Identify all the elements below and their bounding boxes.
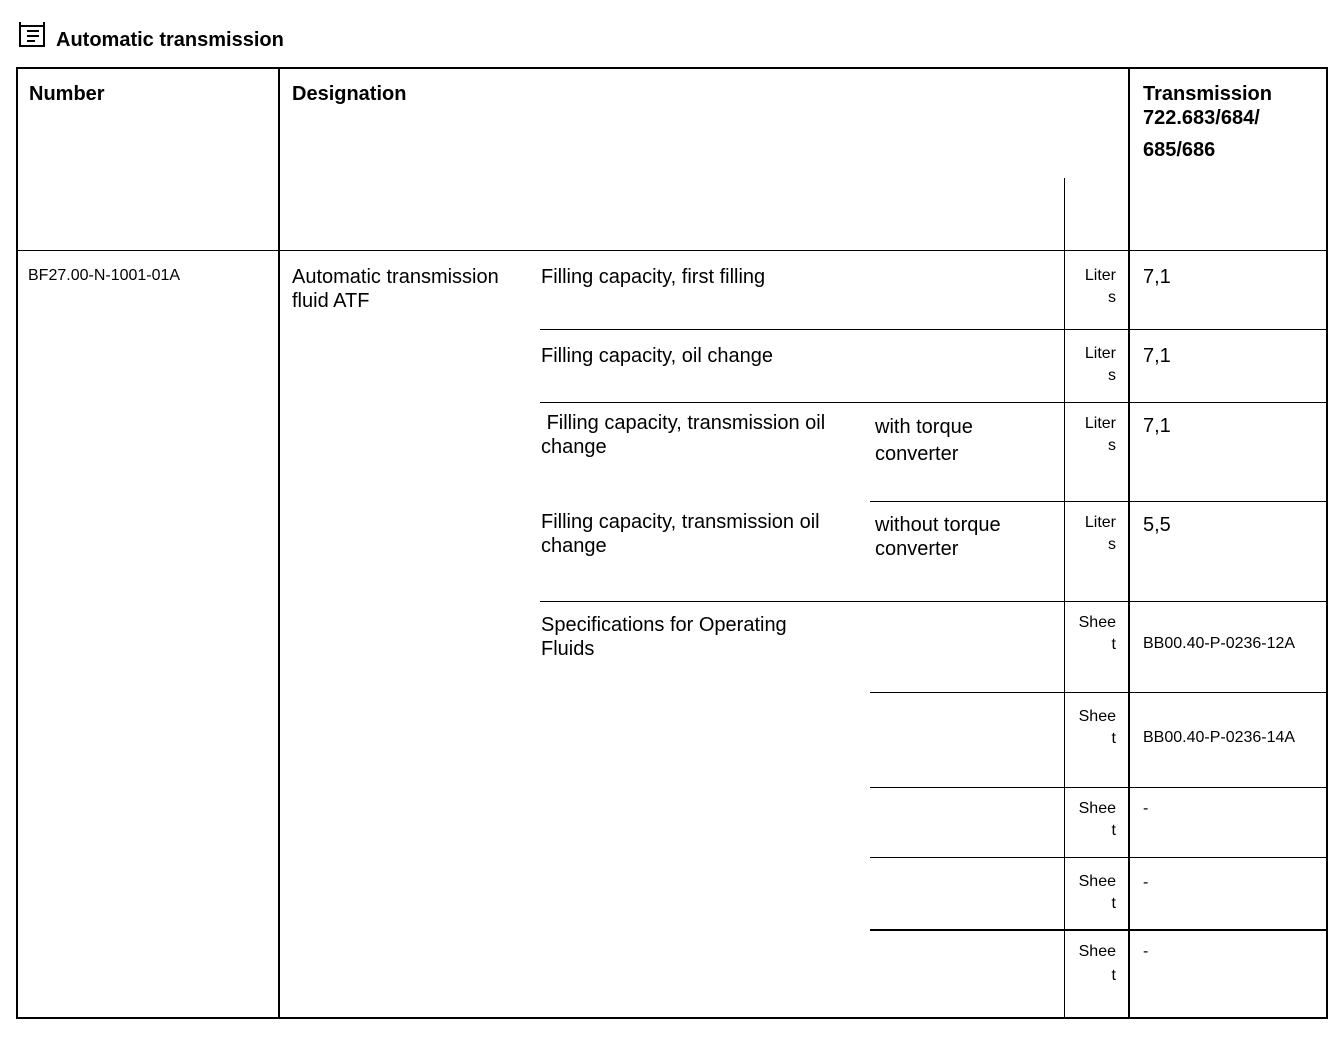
- page-title: Automatic transmission: [56, 29, 284, 51]
- row-designation: Automatic transmission fluid ATF: [292, 266, 499, 312]
- item-value-8: -: [1143, 943, 1149, 960]
- unit-line1: Liter: [1084, 415, 1116, 432]
- item-label-specifications: Specifications for Operating Fluids: [541, 614, 787, 660]
- item-value-4: BB00.40-P-0236-12A: [1143, 635, 1296, 652]
- table-border-left: [16, 67, 18, 1019]
- unit-line2: s: [1108, 536, 1116, 553]
- item-value-5: BB00.40-P-0236-14A: [1143, 729, 1296, 746]
- item-label-oil-change: Filling capacity, oil change: [541, 345, 773, 367]
- item-unit-5: [1078, 706, 1116, 750]
- header-transmission-line1: Transmission: [1143, 83, 1272, 105]
- item-unit-2: [1078, 413, 1116, 457]
- row-rule-1: [540, 329, 1328, 330]
- header-transmission-line3: 685/686: [1143, 139, 1216, 161]
- unit-line2: s: [1108, 437, 1116, 454]
- unit-line1: Shee: [1078, 873, 1116, 890]
- row-rule-2: [540, 402, 1328, 403]
- unit-line2: t: [1111, 967, 1116, 984]
- col-divider-1: [278, 67, 280, 1019]
- item-unit-8: [1078, 941, 1116, 987]
- unit-line2: s: [1108, 367, 1116, 384]
- item-sub-without-torque-converter: without torque converter: [875, 514, 1001, 560]
- unit-line1: Liter: [1084, 267, 1116, 284]
- item-value-2: 7,1: [1143, 415, 1171, 437]
- item-sub-with-torque-converter: with torque converter: [875, 416, 973, 465]
- unit-line1: Shee: [1078, 800, 1116, 817]
- item-unit-3: [1078, 512, 1116, 556]
- table-border-top: [16, 67, 1328, 69]
- col-divider-unit: [1064, 178, 1065, 1018]
- unit-line1: Liter: [1084, 345, 1116, 362]
- item-unit-1: [1078, 343, 1116, 387]
- item-unit-6: [1078, 798, 1116, 842]
- item-label-first-filling: Filling capacity, first filling: [541, 266, 766, 288]
- unit-line1: Shee: [1078, 708, 1116, 725]
- row-rule-3: [870, 501, 1328, 502]
- document-icon: [18, 20, 48, 48]
- unit-line2: t: [1111, 636, 1116, 653]
- header-transmission-line2: 722.683/684/: [1143, 107, 1260, 129]
- item-value-3: 5,5: [1143, 514, 1171, 536]
- item-unit-7: [1078, 871, 1116, 915]
- unit-line2: t: [1111, 822, 1116, 839]
- item-label-transmission-oil-change-without: Filling capacity, transmission oil change: [541, 511, 820, 557]
- unit-line2: s: [1108, 289, 1116, 306]
- table-border-bottom: [16, 1017, 1328, 1019]
- item-unit-4: [1078, 612, 1116, 656]
- row-rule-8: [870, 929, 1328, 931]
- item-value-0: 7,1: [1143, 266, 1171, 288]
- unit-line1: Shee: [1078, 614, 1116, 631]
- item-value-6: -: [1143, 800, 1149, 817]
- col-divider-transmission: [1128, 67, 1130, 1019]
- header-designation: Designation: [292, 83, 407, 105]
- row-rule-7: [870, 857, 1328, 858]
- unit-line1: Liter: [1084, 514, 1116, 531]
- row-number: BF27.00-N-1001-01A: [28, 267, 181, 284]
- header-number: Number: [29, 83, 105, 105]
- header-bottom-rule: [16, 250, 1328, 251]
- row-rule-4: [540, 601, 1328, 602]
- row-rule-6: [870, 787, 1328, 788]
- unit-line2: t: [1111, 730, 1116, 747]
- item-value-7: -: [1143, 874, 1149, 891]
- table-border-right: [1326, 67, 1328, 1019]
- item-label-transmission-oil-change-with: Filling capacity, transmission oil change: [541, 412, 831, 458]
- item-unit-0: [1078, 265, 1116, 309]
- row-rule-5: [870, 692, 1328, 693]
- header-transmission: [1143, 82, 1323, 162]
- unit-line2: t: [1111, 895, 1116, 912]
- unit-line1: Shee: [1078, 943, 1116, 960]
- item-value-1: 7,1: [1143, 345, 1171, 367]
